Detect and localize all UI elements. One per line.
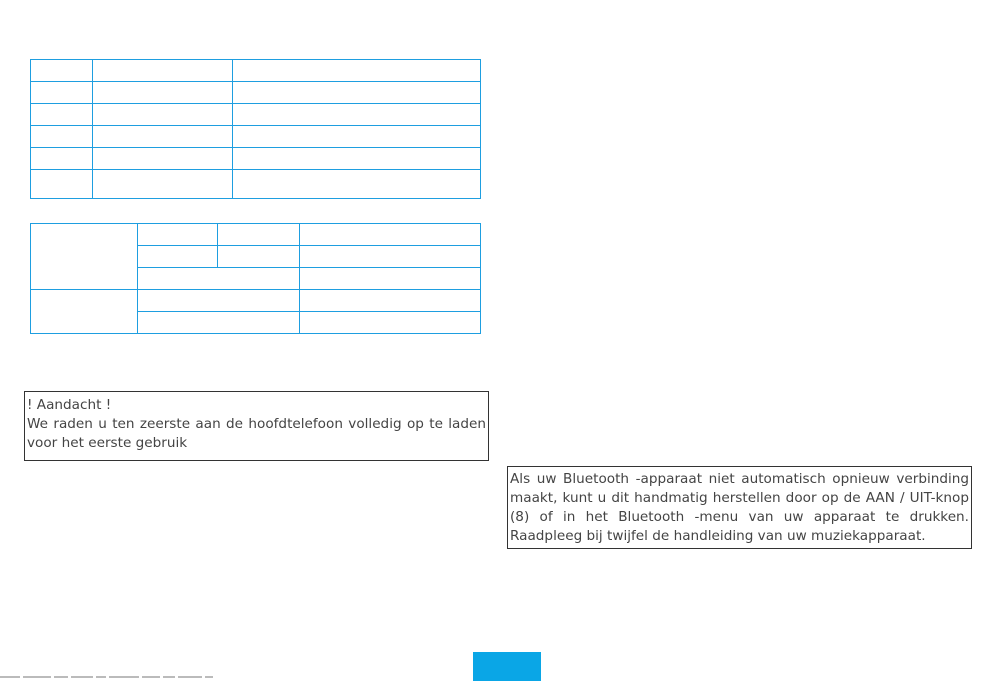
reconnect-note-box — [507, 466, 972, 549]
table-cell — [93, 60, 233, 82]
table-cell — [93, 126, 233, 148]
table-cell — [138, 246, 218, 268]
table-cell — [138, 268, 300, 290]
table-cell — [31, 224, 138, 290]
table-cell — [300, 312, 481, 334]
table-cell — [93, 170, 233, 199]
table-cell — [233, 170, 481, 199]
page-number-tab — [473, 652, 541, 681]
table-cell — [138, 312, 300, 334]
attention-text: We raden u ten zeerste aan de hoofdtelefoon volledig op te laden voor het eerste gebruik — [27, 416, 486, 451]
attention-heading: ! Aandacht ! — [27, 397, 112, 413]
table-row — [31, 82, 481, 104]
table-row — [31, 126, 481, 148]
table-cell — [31, 148, 93, 170]
spec-table-top — [30, 59, 481, 199]
table-cell — [300, 268, 481, 290]
table-row — [31, 224, 481, 246]
reconnect-note-text: Als uw Bluetooth -apparaat niet automatisch opnieuw verbinding maakt, kunt u dit handmatig herstellen door op de AAN / UIT-knop (8) of in het Bluetooth -menu van uw apparaat te drukken. Raadpleeg bij twijfel de handleiding van uw muziekapparaat. — [510, 471, 969, 544]
table-cell — [93, 82, 233, 104]
table-cell — [31, 126, 93, 148]
table-cell — [233, 60, 481, 82]
table-cell — [233, 104, 481, 126]
table-cell — [233, 82, 481, 104]
table-cell — [300, 290, 481, 312]
table-cell — [31, 104, 93, 126]
table-cell — [31, 290, 138, 334]
table-row — [31, 148, 481, 170]
spec-table-bottom — [30, 223, 481, 334]
table-cell — [218, 224, 300, 246]
footer-print-marks — [0, 676, 300, 681]
table-row — [31, 170, 481, 199]
table-row — [31, 290, 481, 312]
table-cell — [138, 290, 300, 312]
table-row — [31, 60, 481, 82]
table-cell — [31, 82, 93, 104]
table-cell — [93, 104, 233, 126]
table-cell — [300, 246, 481, 268]
table-cell — [300, 224, 481, 246]
table-cell — [31, 170, 93, 199]
table-cell — [31, 60, 93, 82]
table-row — [31, 104, 481, 126]
table-cell — [93, 148, 233, 170]
table-cell — [138, 224, 218, 246]
table-cell — [218, 246, 300, 268]
attention-box — [24, 391, 489, 461]
table-cell — [233, 148, 481, 170]
table-cell — [233, 126, 481, 148]
